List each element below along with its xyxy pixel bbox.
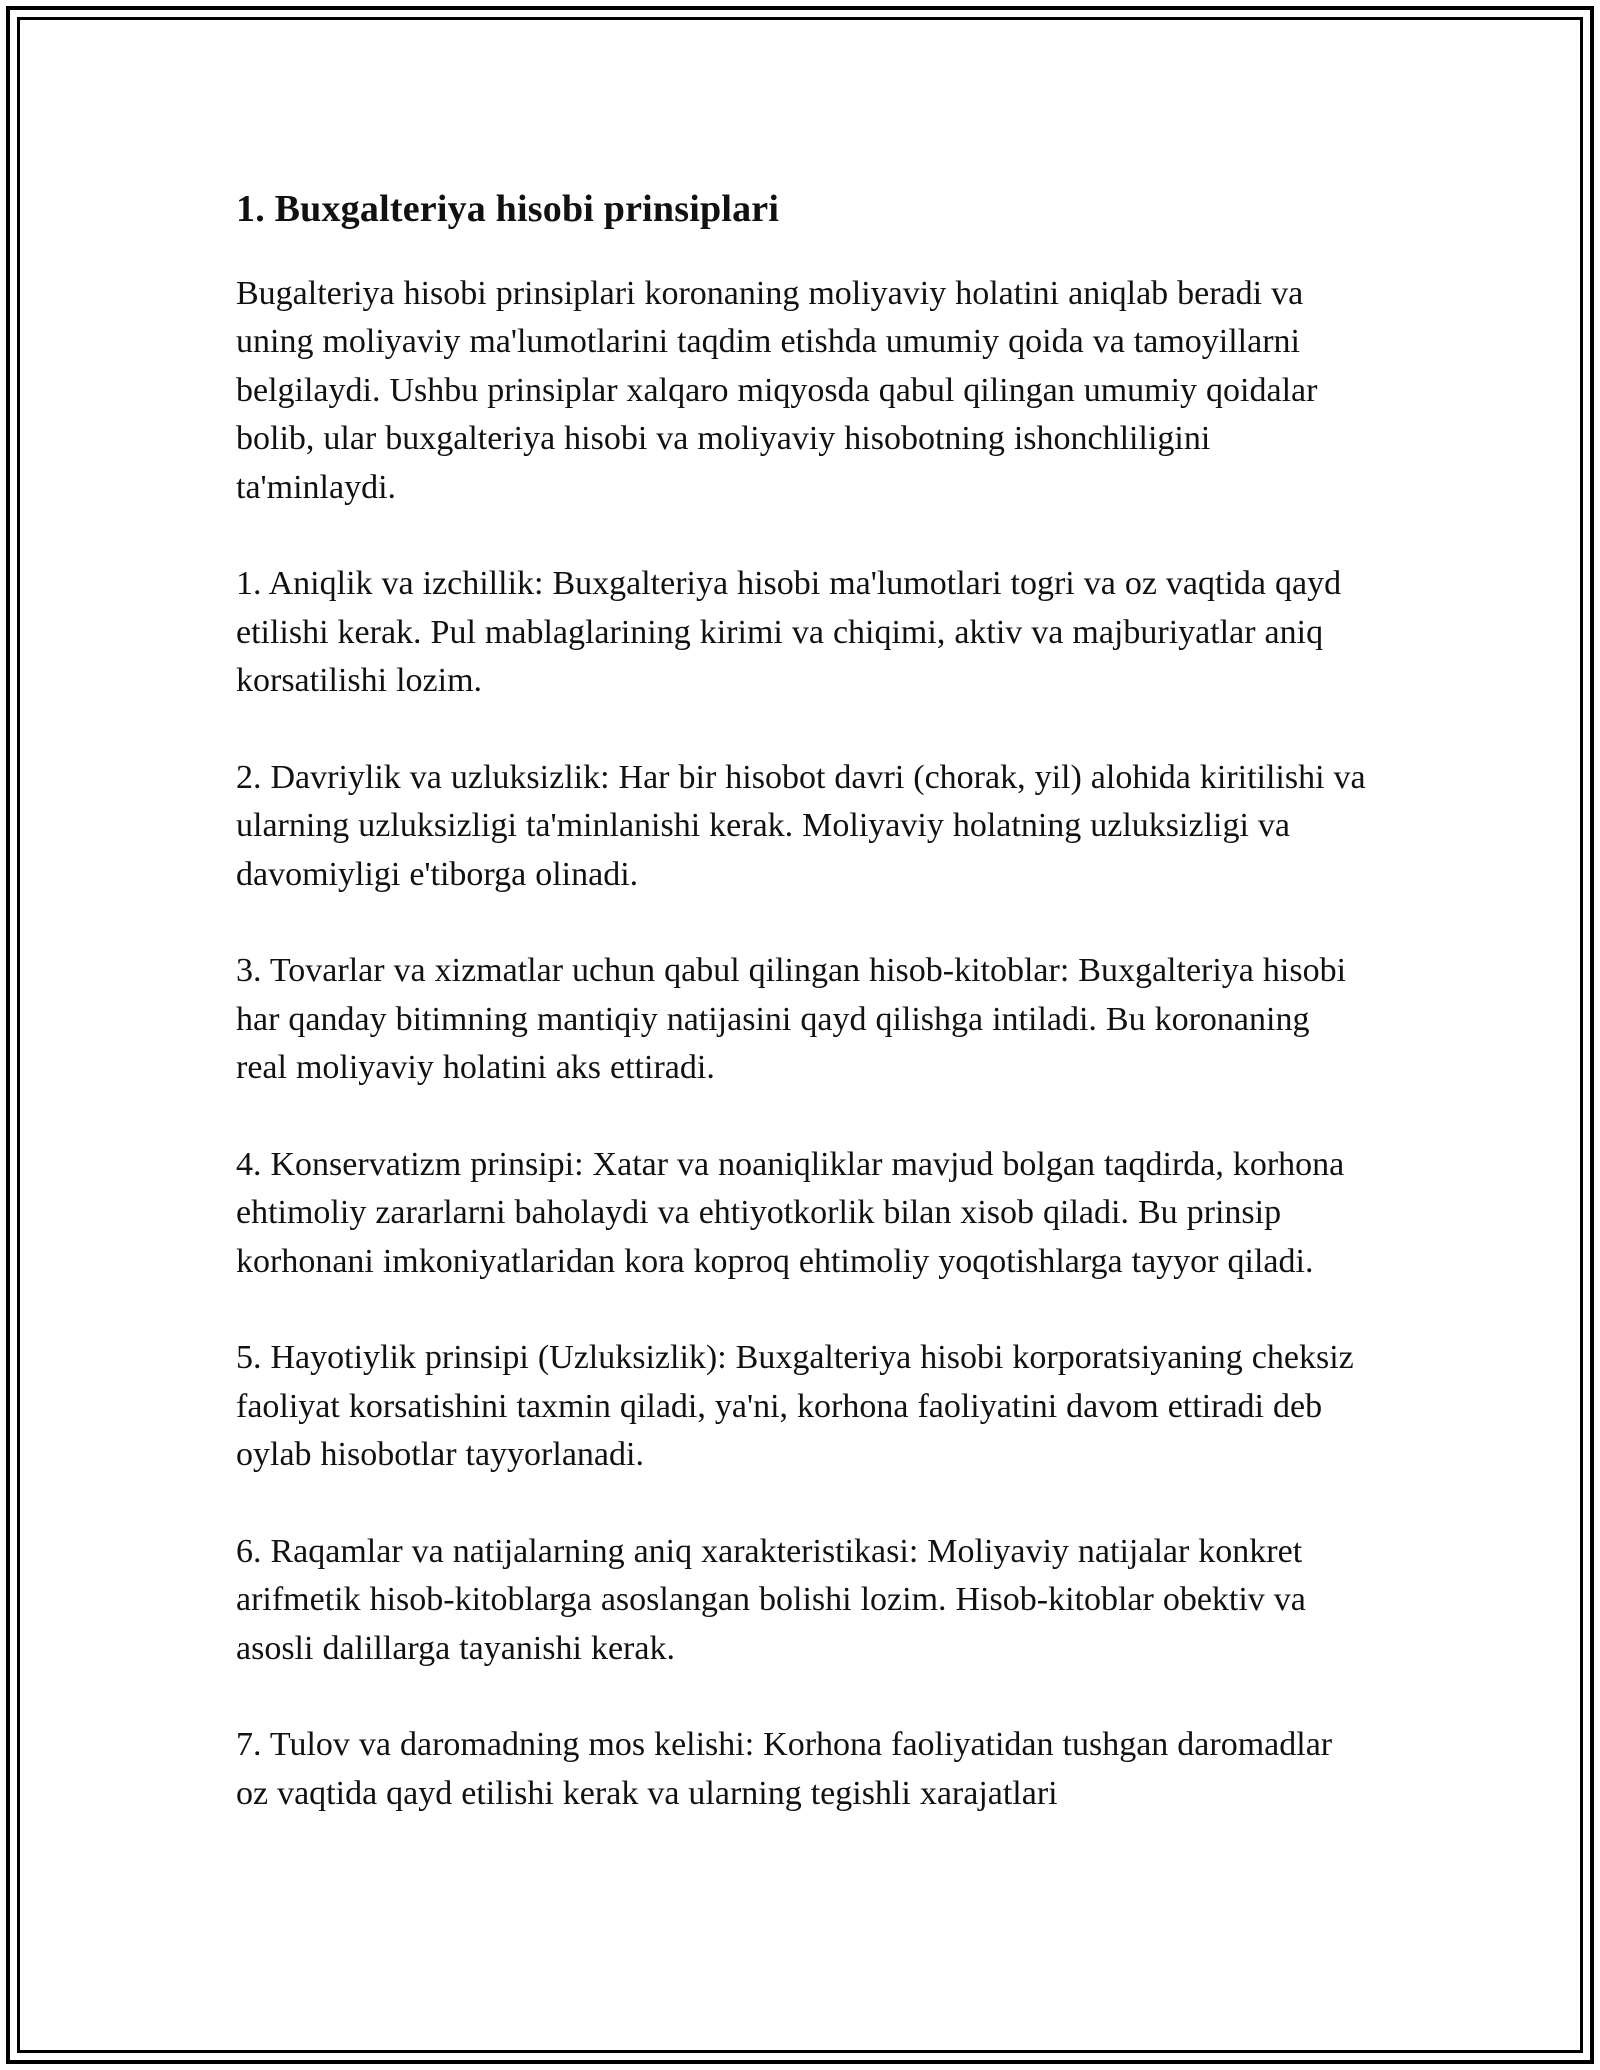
principle-1-paragraph: 1. Aniqlik va izchillik: Buxgalteriya hisobi ma'lumotlari togri va oz vaqtida qayd etilishi kerak. Pul mablaglarining kirimi va chiqimi, aktiv va majburiyatlar aniq korsatilishi lozim. bbox=[236, 565, 1342, 699]
principle-3-paragraph: 3. Tovarlar va xizmatlar uchun qabul qilingan hisob-kitoblar: Buxgalteriya hisobi har qanday bitimning mantiqiy natijasini qayd qilishga intiladi. Bu koronaning real moliyaviy holatini aks ettiradi. bbox=[236, 952, 1347, 1086]
principle-5-paragraph: 5. Hayotiylik prinsipi (Uzluksizlik): Buxgalteriya hisobi korporatsiyaning cheksiz faoliyat korsatishini taxmin qiladi, ya'ni, korhona faoliyatini davom ettiradi deb oylab hisobotlar tayyorlanadi. bbox=[236, 1339, 1354, 1473]
section-heading: 1. Buxgalteriya hisobi prinsiplari bbox=[236, 188, 780, 230]
document-body bbox=[236, 186, 1366, 1818]
principle-2-paragraph: 2. Davriylik va uzluksizlik: Har bir hisobot davri (chorak, yil) alohida kiritilishi va ularning uzluksizligi ta'minlanishi kerak. Moliyaviy holatning uzluksizligi va davomiyligi e'tiborga olinadi. bbox=[236, 758, 1366, 893]
principle-4-paragraph: 4. Konservatizm prinsipi: Xatar va noaniqliklar mavjud bolgan taqdirda, korhona ehtimoliy zararlarni baholaydi va ehtiyotkorlik bilan xisob qiladi. Bu prinsip korhonani imkoniyatlaridan kora koproq ehtimoliy yoqotishlarga tayyor qiladi. bbox=[236, 1145, 1345, 1280]
principle-6-paragraph: 6. Raqamlar va natijalarning aniq xarakteristikasi: Moliyaviy natijalar konkret arifmetik hisob-kitoblarga asoslangan bolishi lozim. Hisob-kitoblar obektiv va asosli dalillarga tayanishi kerak. bbox=[236, 1532, 1306, 1667]
intro-paragraph: Bugalteriya hisobi prinsiplari koronaning moliyaviy holatini aniqlab beradi va uning moliyaviy ma'lumotlarini taqdim etishda umumiy qoida va tamoyillarni belgilaydi. Ushbu prinsiplar xalqaro miqyosda qabul qilingan umumiy qoidalar bolib, ular buxgalteriya hisobi va moliyaviy hisobotning ishonchliligini ta'minlaydi. bbox=[236, 274, 1318, 506]
principle-7-paragraph: 7. Tulov va daromadning mos kelishi: Korhona faoliyatidan tushgan daromadlar oz vaqtida qayd etilishi kerak va ularning tegishli xarajatlari bbox=[236, 1726, 1333, 1812]
